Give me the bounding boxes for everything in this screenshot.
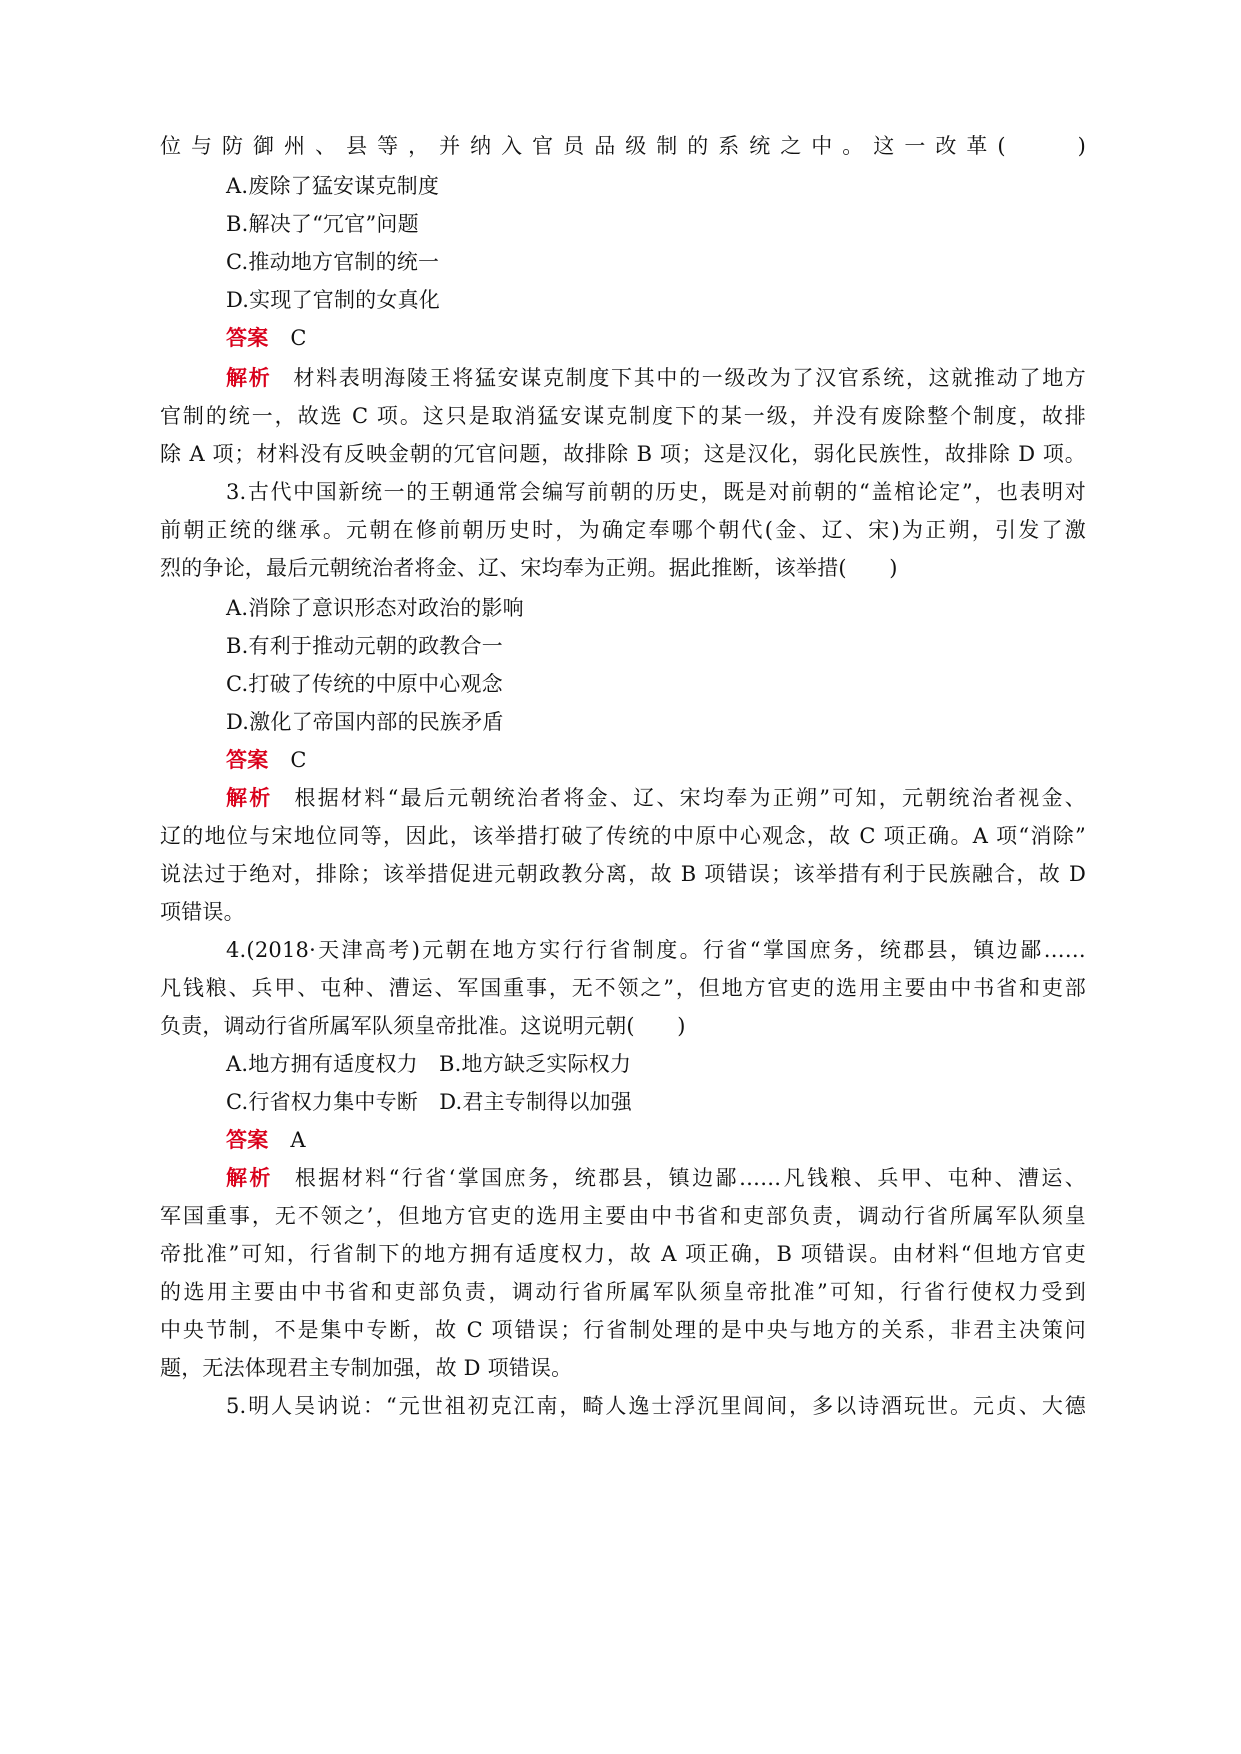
answer-label: 答案 — [226, 326, 269, 350]
question-2-option-a: A.废除了猛安谋克制度 — [226, 174, 440, 198]
question-2-option-c: C.推动地方官制的统一 — [226, 250, 440, 274]
question-4-analysis-line-3: 帝批准”可知，行省制下的地方拥有适度权力，故 A 项正确，B 项错误。由材料“但地方官吏 — [160, 1242, 1086, 1266]
question-3-option-a: A.消除了意识形态对政治的影响 — [226, 596, 524, 620]
question-3-answer — [226, 746, 1086, 774]
analysis-label: 解析 — [226, 786, 273, 810]
question-3-option-d: D.激化了帝国内部的民族矛盾 — [226, 710, 504, 734]
question-4-analysis-line-4: 的选用主要由中书省和吏部负责，调动行省所属军队须皇帝批准”可知，行省行使权力受到 — [160, 1280, 1086, 1304]
question-3-analysis-line-2: 辽的地位与宋地位同等，因此，该举措打破了传统的中原中心观念，故 C 项正确。A 项“消除” — [160, 824, 1086, 848]
question-4-options-cd: C.行省权力集中专断 D.君主专制得以加强 — [226, 1090, 632, 1114]
question-3-stem-line-2: 前朝正统的继承。元朝在修前朝历史时，为确定奉哪个朝代(金、辽、宋)为正朔，引发了激 — [160, 518, 1086, 542]
question-4-stem-line-2: 凡钱粮、兵甲、屯种、漕运、军国重事，无不领之”，但地方官吏的选用主要由中书省和吏部 — [160, 976, 1086, 1000]
question-2-stem-tail: 位与防御州、县等，并纳入官员品级制的系统之中。这一改革( ) — [160, 134, 1086, 158]
question-2-analysis-line-1 — [226, 364, 1086, 392]
question-4-analysis-line-2: 军国重事，无不领之’，但地方官吏的选用主要由中书省和吏部负责，调动行省所属军队须皇 — [160, 1204, 1086, 1228]
question-4-analysis-line-1 — [226, 1164, 1086, 1192]
question-5-stem-line-1: 5.明人吴讷说：“元世祖初克江南，畸人逸士浮沉里闾间，多以诗酒玩世。元贞、大德 — [226, 1394, 1086, 1418]
answer-value: C — [290, 748, 307, 772]
question-3-analysis-line-1 — [226, 784, 1086, 812]
answer-value: C — [290, 326, 307, 350]
question-3-stem-line-3: 烈的争论，最后元朝统治者将金、辽、宋均奉为正朔。据此推断，该举措( ) — [160, 556, 898, 580]
analysis-text: 材料表明海陵王将猛安谋克制度下其中的一级改为了汉官系统，这就推动了地方 — [293, 366, 1087, 390]
question-4-stem-line-3: 负责，调动行省所属军队须皇帝批准。这说明元朝( ) — [160, 1014, 686, 1038]
question-4-analysis-line-5: 中央节制，不是集中专断，故 C 项错误；行省制处理的是中央与地方的关系，非君主决策问 — [160, 1318, 1086, 1342]
analysis-label: 解析 — [226, 366, 272, 390]
question-4-answer — [226, 1126, 1086, 1154]
question-2-analysis-line-2: 官制的统一，故选 C 项。这只是取消猛安谋克制度下的某一级，并没有废除整个制度，故排 — [160, 404, 1086, 428]
question-2-option-d: D.实现了官制的女真化 — [226, 288, 440, 312]
question-4-options-ab: A.地方拥有适度权力 B.地方缺乏实际权力 — [226, 1052, 632, 1076]
question-3-analysis-line-4: 项错误。 — [160, 900, 245, 924]
question-3-option-b: B.有利于推动元朝的政教合一 — [226, 634, 503, 658]
analysis-text: 根据材料“最后元朝统治者将金、辽、宋均奉为正朔”可知，元朝统治者视金、 — [294, 786, 1087, 810]
analysis-text: 根据材料“行省‘掌国庶务，统郡县，镇边鄙……凡钱粮、兵甲、屯种、漕运、 — [294, 1166, 1086, 1190]
question-2-analysis-line-3: 除 A 项；材料没有反映金朝的冗官问题，故排除 B 项；这是汉化，弱化民族性，故排除 D 项。 — [160, 442, 1086, 466]
analysis-label: 解析 — [226, 1166, 273, 1190]
question-3-stem-line-1: 3.古代中国新统一的王朝通常会编写前朝的历史，既是对前朝的“盖棺论定”，也表明对 — [226, 480, 1086, 504]
question-4-stem-line-1: 4.(2018·天津高考)元朝在地方实行行省制度。行省“掌国庶务，统郡县，镇边鄙…… — [226, 938, 1086, 962]
answer-label: 答案 — [226, 1128, 269, 1152]
question-4-analysis-line-6: 题，无法体现君主专制加强，故 D 项错误。 — [160, 1356, 573, 1380]
answer-label: 答案 — [226, 748, 269, 772]
question-3-option-c: C.打破了传统的中原中心观念 — [226, 672, 503, 696]
question-2-answer — [226, 324, 1086, 352]
answer-value: A — [290, 1128, 306, 1152]
question-3-analysis-line-3: 说法过于绝对，排除；该举措促进元朝政教分离，故 B 项错误；该举措有利于民族融合，故 D — [160, 862, 1086, 886]
question-2-option-b: B.解决了“冗官”问题 — [226, 212, 419, 236]
